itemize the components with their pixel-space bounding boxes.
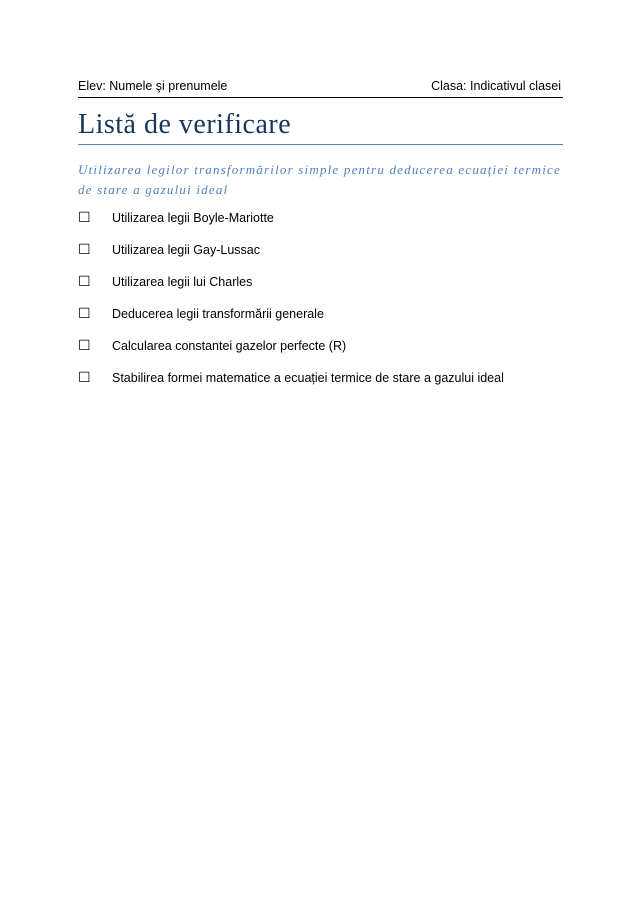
checkbox-icon[interactable]: ☐ [78, 338, 91, 354]
checklist-item [78, 240, 563, 272]
checklist-item-label: Utilizarea legii Boyle-Mariotte [112, 211, 274, 225]
checkbox-icon[interactable]: ☐ [78, 242, 91, 258]
page-title: Listă de verificare [78, 108, 563, 145]
checklist-item [78, 336, 563, 368]
checkbox-icon[interactable]: ☐ [78, 210, 91, 226]
checklist-item-label: Deducerea legii transformării generale [112, 307, 324, 321]
checklist-item-label: Utilizarea legii lui Charles [112, 275, 253, 289]
checkbox-icon[interactable]: ☐ [78, 370, 91, 386]
checkbox-icon[interactable]: ☐ [78, 274, 91, 290]
student-name-label: Elev: Numele şi prenumele [78, 79, 228, 93]
checklist-item-label: Utilizarea legii Gay-Lussac [112, 243, 260, 257]
checklist-item-label: Calcularea constantei gazelor perfecte (R) [112, 339, 347, 353]
checklist-item [78, 272, 563, 304]
page-header [78, 77, 563, 98]
class-label: Clasa: Indicativul clasei [431, 79, 561, 93]
checkbox-icon[interactable]: ☐ [78, 306, 91, 322]
checklist [78, 208, 563, 400]
page-subtitle: Utilizarea legilor transformărilor simple pentru deducerea ecuației termice de stare a gazului ideal [78, 162, 561, 197]
checklist-item [78, 208, 563, 240]
checklist-item [78, 304, 563, 336]
checklist-item-label: Stabilirea formei matematice a ecuației termice de stare a gazului ideal [112, 371, 504, 385]
checklist-item [78, 368, 563, 400]
